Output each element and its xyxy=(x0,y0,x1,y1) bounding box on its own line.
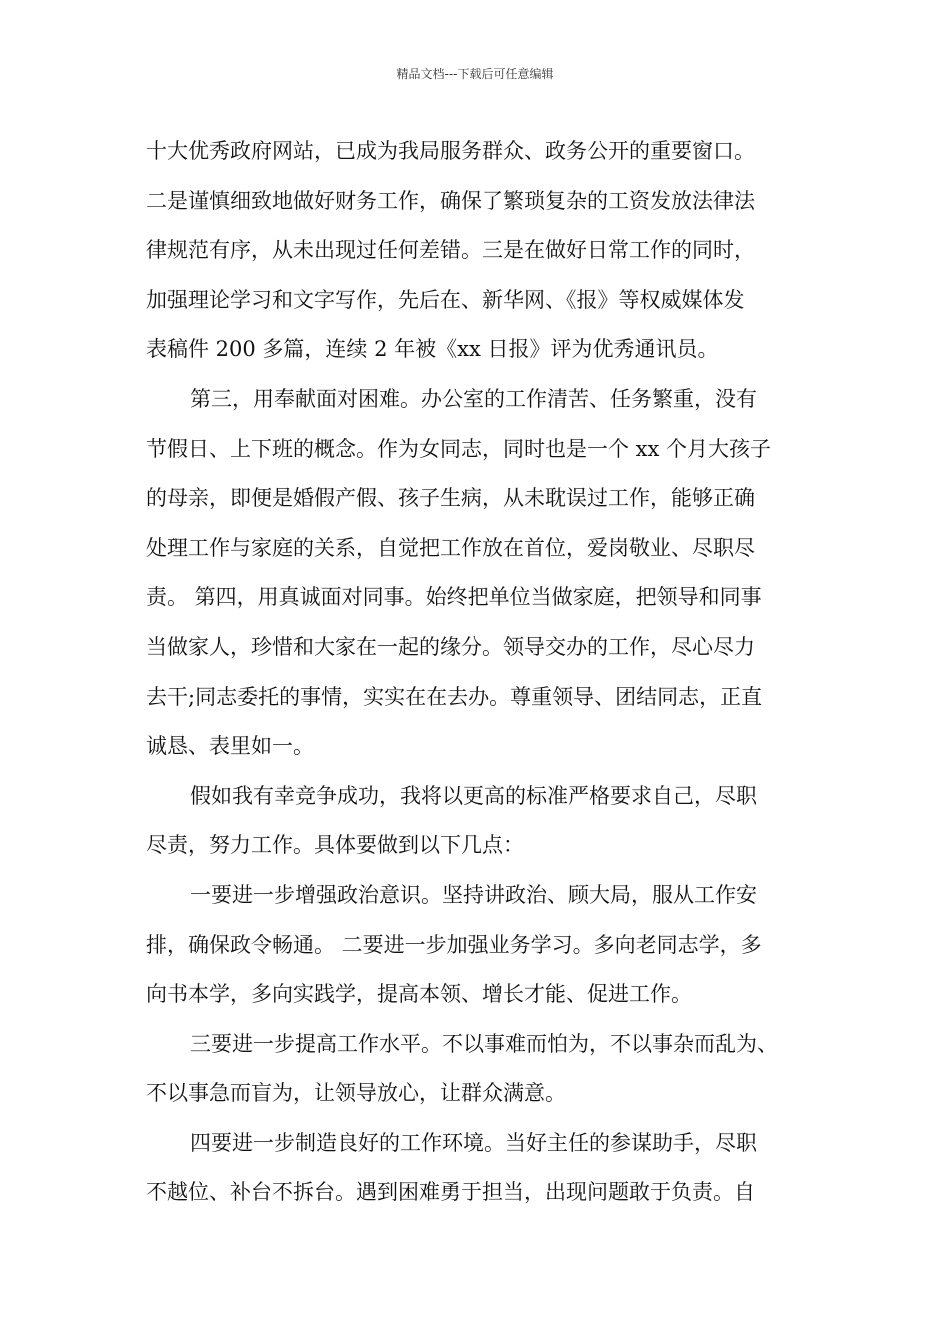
text-line: 处理工作与家庭的关系，自觉把工作放在首位，爱岗敬业、尽职尽 xyxy=(146,535,755,560)
text-line: 不以事急而盲为，让领导放心，让群众满意。 xyxy=(146,1081,566,1106)
paragraph-start-line: 假如我有幸竞争成功，我将以更高的标准严格要求自己，尽职 xyxy=(190,783,757,808)
paragraph-start-line: 四要进一步制造良好的工作环境。当好主任的参谋助手，尽职 xyxy=(190,1130,757,1155)
text-line: 当做家人，珍惜和大家在一起的缘分。领导交办的工作，尽心尽力 xyxy=(146,634,755,659)
text-line: 责。 第四，用真诚面对同事。始终把单位当做家庭，把领导和同事 xyxy=(146,585,762,610)
paragraph-start-line: 一要进一步增强政治意识。坚持讲政治、顾大局，服从工作安 xyxy=(190,882,757,907)
document-body xyxy=(146,127,810,1218)
text-line: 二是谨慎细致地做好财务工作，确保了繁琐复杂的工资发放法律法 xyxy=(146,188,755,213)
text-line: 节假日、上下班的概念。作为女同志，同时也是一个 xx 个月大孩子 xyxy=(146,436,772,461)
text-line: 律规范有序，从未出现过任何差错。三是在做好日常工作的同时， xyxy=(146,238,755,263)
page-header: 精品文档---下载后可任意编辑 xyxy=(396,67,554,81)
text-line: 十大优秀政府网站，已成为我局服务群众、政务公开的重要窗口。 xyxy=(146,139,755,163)
text-line: 尽责，努力工作。具体要做到以下几点： xyxy=(146,833,524,858)
text-line: 向书本学，多向实践学，提高本领、增长才能、促进工作。 xyxy=(146,982,692,1007)
text-line: 排，确保政令畅通。 二要进一步加强业务学习。多向老同志学，多 xyxy=(146,932,762,957)
text-line: 的母亲，即便是婚假产假、孩子生病，从未耽误过工作，能够正确 xyxy=(146,486,755,511)
paragraph-start-line: 三要进一步提高工作水平。不以事难而怕为，不以事杂而乱为、 xyxy=(190,1031,778,1056)
paragraph-start-line: 第三，用奉献面对困难。办公室的工作清苦、任务繁重，没有 xyxy=(190,386,757,411)
text-line: 不越位、补台不拆台。遇到困难勇于担当，出现问题敢于负责。自 xyxy=(146,1180,755,1205)
text-line: 去干;同志委托的事情，实实在在去办。尊重领导、团结同志，正直 xyxy=(146,684,763,709)
text-line: 加强理论学习和文字写作，先后在、新华网、《报》等权威媒体发 xyxy=(146,287,745,312)
text-line: 表稿件 200 多篇，连续 2 年被《xx 日报》评为优秀通讯员。 xyxy=(146,337,719,362)
text-line: 诚恳、表里如一。 xyxy=(146,734,314,759)
